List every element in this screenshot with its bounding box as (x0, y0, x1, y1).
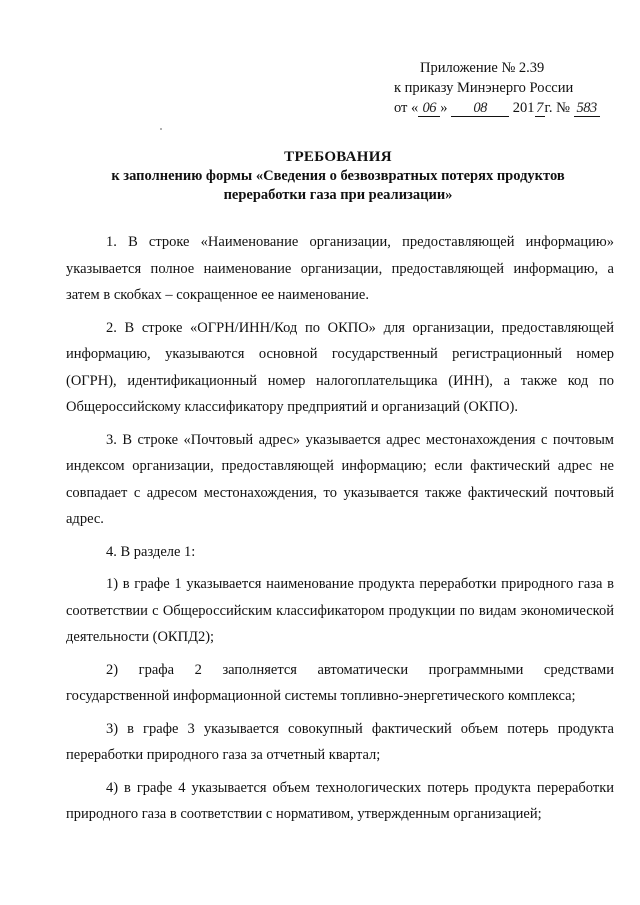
date-mid: » (440, 100, 448, 116)
date-day: 06 (418, 101, 440, 117)
paragraph-4-item-4: 4) в графе 4 указывается объем технологических потерь продукта переработки природного газа в соответствии с нормативом, утвержденным организацией; (66, 779, 614, 822)
appendix-date-line (394, 98, 604, 118)
paragraph-3: 3. В строке «Почтовый адрес» указывается адрес местонахождения с почтовым индексом организации, предоставляющей информацию; если фактический адрес не совпадает с адресом местонахождения, то указывается также фактический почтовый адрес. (66, 431, 614, 527)
document-body (66, 229, 614, 834)
appendix-header (394, 58, 604, 118)
year-prefix: 201 (512, 100, 535, 116)
order-number: 583 (574, 101, 600, 117)
paragraph-4-item-1: 1) в графе 1 указывается наименование продукта переработки природного газа в соответствии с Общероссийским классификатором продукции по видам экономической деятельности (ОКПД2); (66, 576, 614, 645)
year-suffix: г. № (544, 100, 570, 116)
year-digit: 7 (536, 100, 543, 116)
title-line-3: переработки газа при реализации» (223, 187, 453, 203)
paragraph-2: 2. В строке «ОГРН/ИНН/Код по ОКПО» для организации, предоставляющей информацию, указываются основной государственный регистрационный номер (ОГРН), идентификационный номер налогоплательщика (ИНН), а также код по Общероссийскому классификатору предприятий и организаций (ОКПО). (66, 319, 614, 415)
document-title (60, 148, 616, 205)
appendix-number: Приложение № 2.39 (420, 60, 545, 76)
title-heading: ТРЕБОВАНИЯ (284, 149, 392, 165)
paragraph-1: 1. В строке «Наименование организации, предоставляющей информацию» указывается полное наименование организации, предоставляющей информацию, а затем в скобках – сокращенное ее наименование. (66, 234, 614, 303)
appendix-order-ref: к приказу Минэнерго России (394, 80, 574, 96)
date-month: 08 (451, 101, 509, 117)
scan-speck (160, 128, 162, 130)
paragraph-4-item-3: 3) в графе 3 указывается совокупный фактический объем потерь продукта переработки природного газа за отчетный квартал; (66, 720, 614, 763)
paragraph-4-item-2: 2) графа 2 заполняется автоматически программными средствами государственной информационной системы топливно-энергетического комплекса; (66, 661, 614, 704)
paragraph-4: 4. В разделе 1: (106, 543, 196, 560)
title-line-2: к заполнению формы «Сведения о безвозвратных потерях продуктов (111, 168, 565, 184)
date-prefix: от « (394, 100, 419, 116)
